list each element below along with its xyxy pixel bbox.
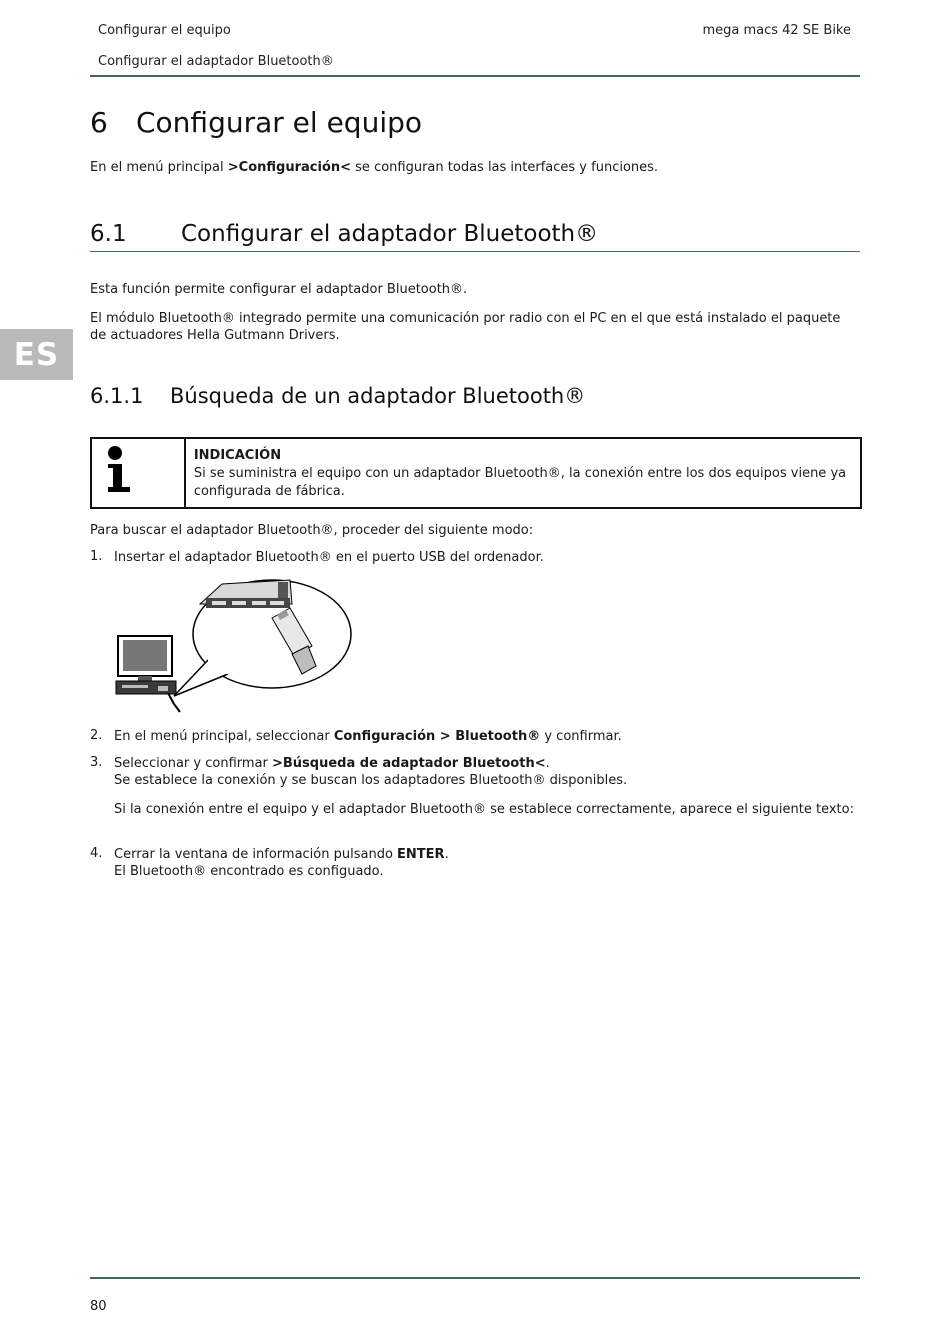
chapter-number: 6 bbox=[90, 106, 108, 139]
section-number: 6.1 bbox=[90, 221, 127, 247]
chapter-heading bbox=[90, 106, 422, 139]
section-rule bbox=[90, 251, 860, 252]
header-rule bbox=[90, 75, 860, 77]
footer-rule bbox=[90, 1277, 860, 1279]
info-icon bbox=[104, 445, 134, 495]
section-paragraph-2: El módulo Bluetooth® integrado permite una comunicación por radio con el PC en el que está instalado el paquete de actuadores Hella Gutmann Drivers. bbox=[90, 311, 841, 343]
subsection-title: Búsqueda de un adaptador Bluetooth® bbox=[170, 384, 586, 408]
language-tab: ES bbox=[0, 329, 73, 380]
note-title: INDICACIÓN bbox=[193, 448, 282, 463]
step-number: 4. bbox=[90, 846, 103, 861]
note-text bbox=[186, 439, 860, 507]
section-heading bbox=[90, 221, 598, 247]
usb-adapter-illustration bbox=[112, 576, 362, 716]
step-text: Insertar el adaptador Bluetooth® en el puerto USB del ordenador. bbox=[114, 550, 544, 565]
subsection-heading bbox=[90, 384, 585, 408]
subsection-number: 6.1.1 bbox=[90, 384, 144, 408]
step-text: En el menú principal, seleccionar Configuración > Bluetooth® y confirmar. bbox=[114, 729, 622, 744]
note-body: Si se suministra el equipo con un adaptador Bluetooth®, la conexión entre los dos equipos viene ya configurada de fábrica. bbox=[193, 466, 847, 499]
header-product: mega macs 42 SE Bike bbox=[702, 23, 851, 38]
step-number: 2. bbox=[90, 728, 103, 743]
step-text: Seleccionar y confirmar >Búsqueda de adaptador Bluetooth<. Se establece la conexión y se buscan los adaptadores Bluetooth® disponibles. bbox=[114, 756, 628, 788]
section-title: Configurar el adaptador Bluetooth® bbox=[181, 221, 599, 247]
section-paragraph-1: Esta función permite configurar el adaptador Bluetooth®. bbox=[90, 282, 468, 297]
step-number: 3. bbox=[90, 755, 103, 770]
chapter-title: Configurar el equipo bbox=[136, 106, 423, 139]
step-number: 1. bbox=[90, 549, 103, 564]
header-chapter: Configurar el equipo bbox=[98, 23, 231, 38]
page-number: 80 bbox=[90, 1299, 107, 1314]
header-section: Configurar el adaptador Bluetooth® bbox=[98, 54, 334, 69]
procedure-intro: Para buscar el adaptador Bluetooth®, proceder del siguiente modo: bbox=[90, 523, 534, 538]
step-text: Cerrar la ventana de información pulsando ENTER. El Bluetooth® encontrado es configuado. bbox=[114, 847, 449, 879]
note-box bbox=[90, 437, 862, 509]
step-3-result: Si la conexión entre el equipo y el adaptador Bluetooth® se establece correctamente, aparece el siguiente texto: bbox=[114, 802, 854, 817]
note-icon-cell bbox=[92, 439, 186, 507]
chapter-intro: En el menú principal >Configuración< se configuran todas las interfaces y funciones. bbox=[90, 160, 659, 175]
